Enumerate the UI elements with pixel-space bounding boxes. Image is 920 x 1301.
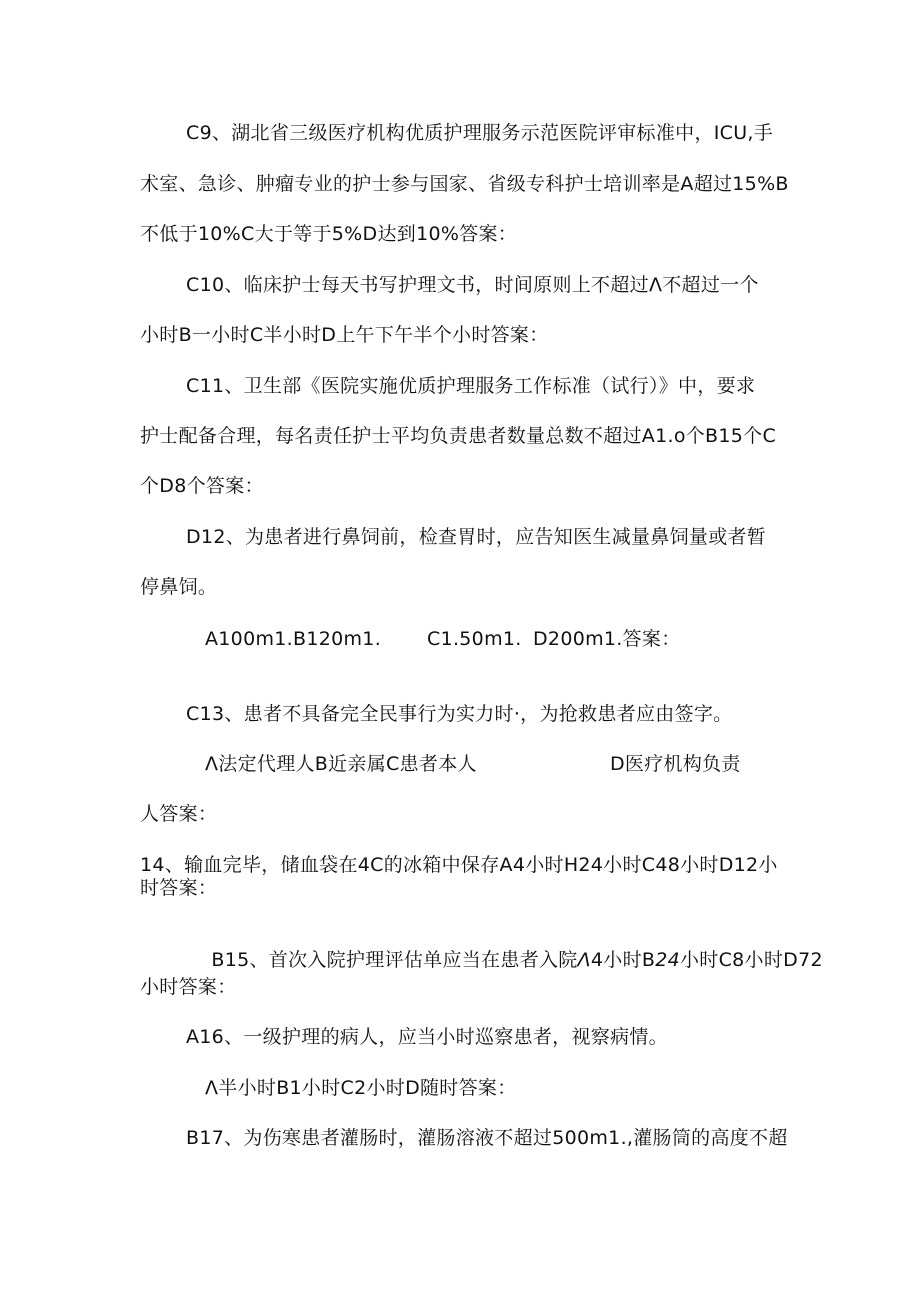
q11-line-3: 个D8个答案： <box>140 475 264 497</box>
q10-line-1: C10、临床护士每天书写护理文书，时间原则上不超过Λ不超过一个 <box>186 274 759 296</box>
q15-text-c: 4小时B <box>590 949 656 971</box>
q11-line-1: C11、卫生部《医院实施优质护理服务工作标准（试行）》中，要求 <box>186 375 756 397</box>
q9-line-2: 术室、急诊、肿瘤专业的护士参与国家、省级专科护士培训率是A超过15%B <box>140 173 789 195</box>
q12-option-a: A100m1.B120m1. <box>205 628 382 650</box>
q15-line-2: 小时答案： <box>140 976 237 998</box>
q12-line-1: D12、为患者进行鼻饲前，检查胃时，应告知医生减量鼻饲量或者暂 <box>186 526 767 548</box>
q17-line-1: B17、为伤寒患者灌肠时，灌肠溶液不超过500m1.,灌肠筒的高度不超 <box>186 1127 788 1149</box>
q10-line-2: 小时B一小时C半小时D上午下午半个小时答案： <box>140 324 549 346</box>
q16-line-1: A16、一级护理的病人，应当小时巡察患者，视察病情。 <box>186 1026 668 1048</box>
q14-line-1: 14、输血完毕，储血袋在4C的冰箱中保存A4小时H24小时C48小时D12小 <box>140 854 778 876</box>
q13-option-d: D医疗机构负责 <box>610 753 741 775</box>
q12-line-2: 停鼻饲。 <box>140 576 218 598</box>
q13-line-1: C13、患者不具备完全民事行为实力时·，为抢救患者应由签字。 <box>186 703 733 725</box>
q15-text-e: 小时C8小时D72 <box>680 949 823 971</box>
q13-options-abc: Λ法定代理人B近亲属C患者本人 <box>205 753 477 775</box>
q12-option-d: D200m1.答案： <box>533 628 681 650</box>
q13-line-2: 人答案： <box>140 803 218 825</box>
q9-line-1: C9、湖北省三级医疗机构优质护理服务示范医院评审标准中，ICU,手 <box>186 122 774 144</box>
q15-text-b: Λ <box>577 949 591 971</box>
q14-line-2: 时答案： <box>140 877 218 899</box>
q15-text-d: 24 <box>655 949 680 971</box>
q15-line-1 <box>186 924 823 996</box>
q15-text-a: B15、首次入院护理评估单应当在患者入院 <box>211 949 578 971</box>
q9-line-3: 不低于10%C大于等于5%D达到10%答案： <box>140 223 518 245</box>
q12-option-c: C1.50m1. <box>427 628 522 650</box>
q16-options: Λ半小时B1小时C2小时D随时答案： <box>205 1077 517 1099</box>
q11-line-2: 护士配备合理，每名责任护士平均负责患者数量总数不超过A1.o个B15个C <box>140 425 777 447</box>
